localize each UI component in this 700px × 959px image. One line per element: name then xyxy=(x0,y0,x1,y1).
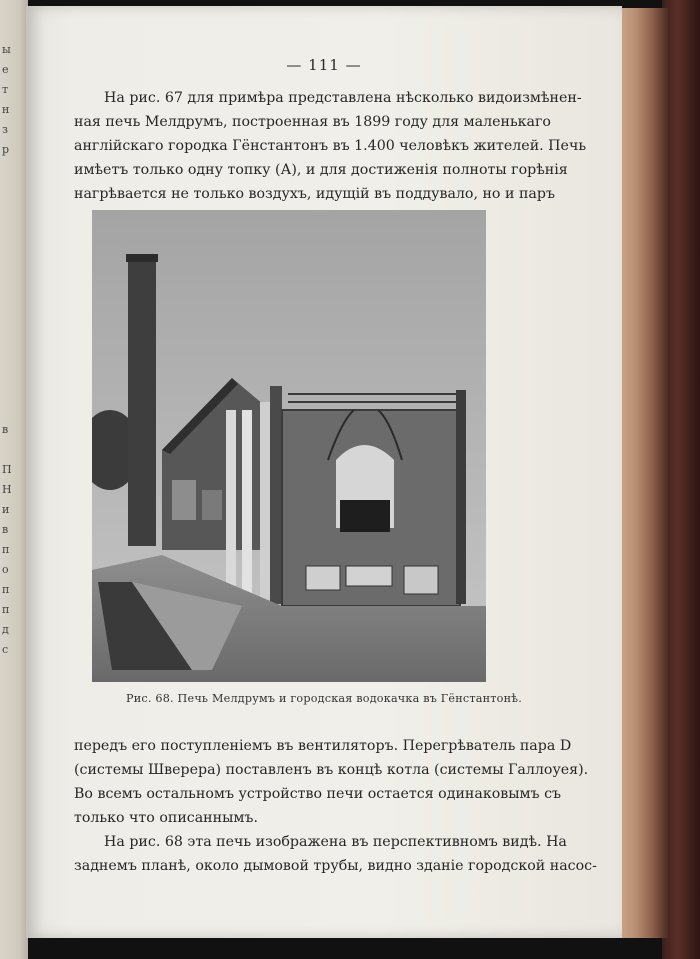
left-page-fragment xyxy=(0,0,28,959)
text-line: только что описаннымъ. xyxy=(74,810,258,826)
text-line: заднемъ планѣ, около дымовой трубы, видно зданіе городской насос- xyxy=(74,858,597,874)
paragraph-continued xyxy=(74,734,597,878)
text-line: передъ его поступленіемъ въ вентиляторъ. Перегрѣватель пара D xyxy=(74,738,572,754)
paragraph-top xyxy=(74,86,587,206)
text-line: Во всемъ остальномъ устройство печи остается одинаковымъ съ xyxy=(74,786,562,802)
text-line: На рис. 67 для примѣра представлена нѣсколько видоизмѣнен- xyxy=(104,90,582,106)
text-line: англійскаго городка Гёнстантонъ въ 1.400 человѣкъ жителей. Печь xyxy=(74,138,587,154)
text-line: На рис. 68 эта печь изображена въ перспективномъ видѣ. На xyxy=(104,834,567,850)
figure-photo xyxy=(92,210,486,682)
page-edges xyxy=(618,8,668,938)
text-line: имѣетъ только одну топку (А), и для достиженія полноты горѣнія xyxy=(74,162,568,178)
text-line: (системы Шверера) поставленъ въ концѣ котла (системы Галлоуея). xyxy=(74,762,589,778)
left-page-text: ы е т н з р в П Н и в п о п п д с xyxy=(2,43,12,656)
text-line: ная печь Мелдрумъ, построенная въ 1899 году для маленькаго xyxy=(74,114,551,130)
text-line: нагрѣвается не только воздухъ, идущій въ поддувало, но и паръ xyxy=(74,186,555,202)
figure-caption: Рис. 68. Печь Мелдрумъ и городская водокачка въ Гёнстантонѣ. xyxy=(126,692,522,705)
book-page xyxy=(26,6,622,938)
page-number: — 111 — xyxy=(286,56,362,74)
furnace-photograph xyxy=(92,210,486,682)
